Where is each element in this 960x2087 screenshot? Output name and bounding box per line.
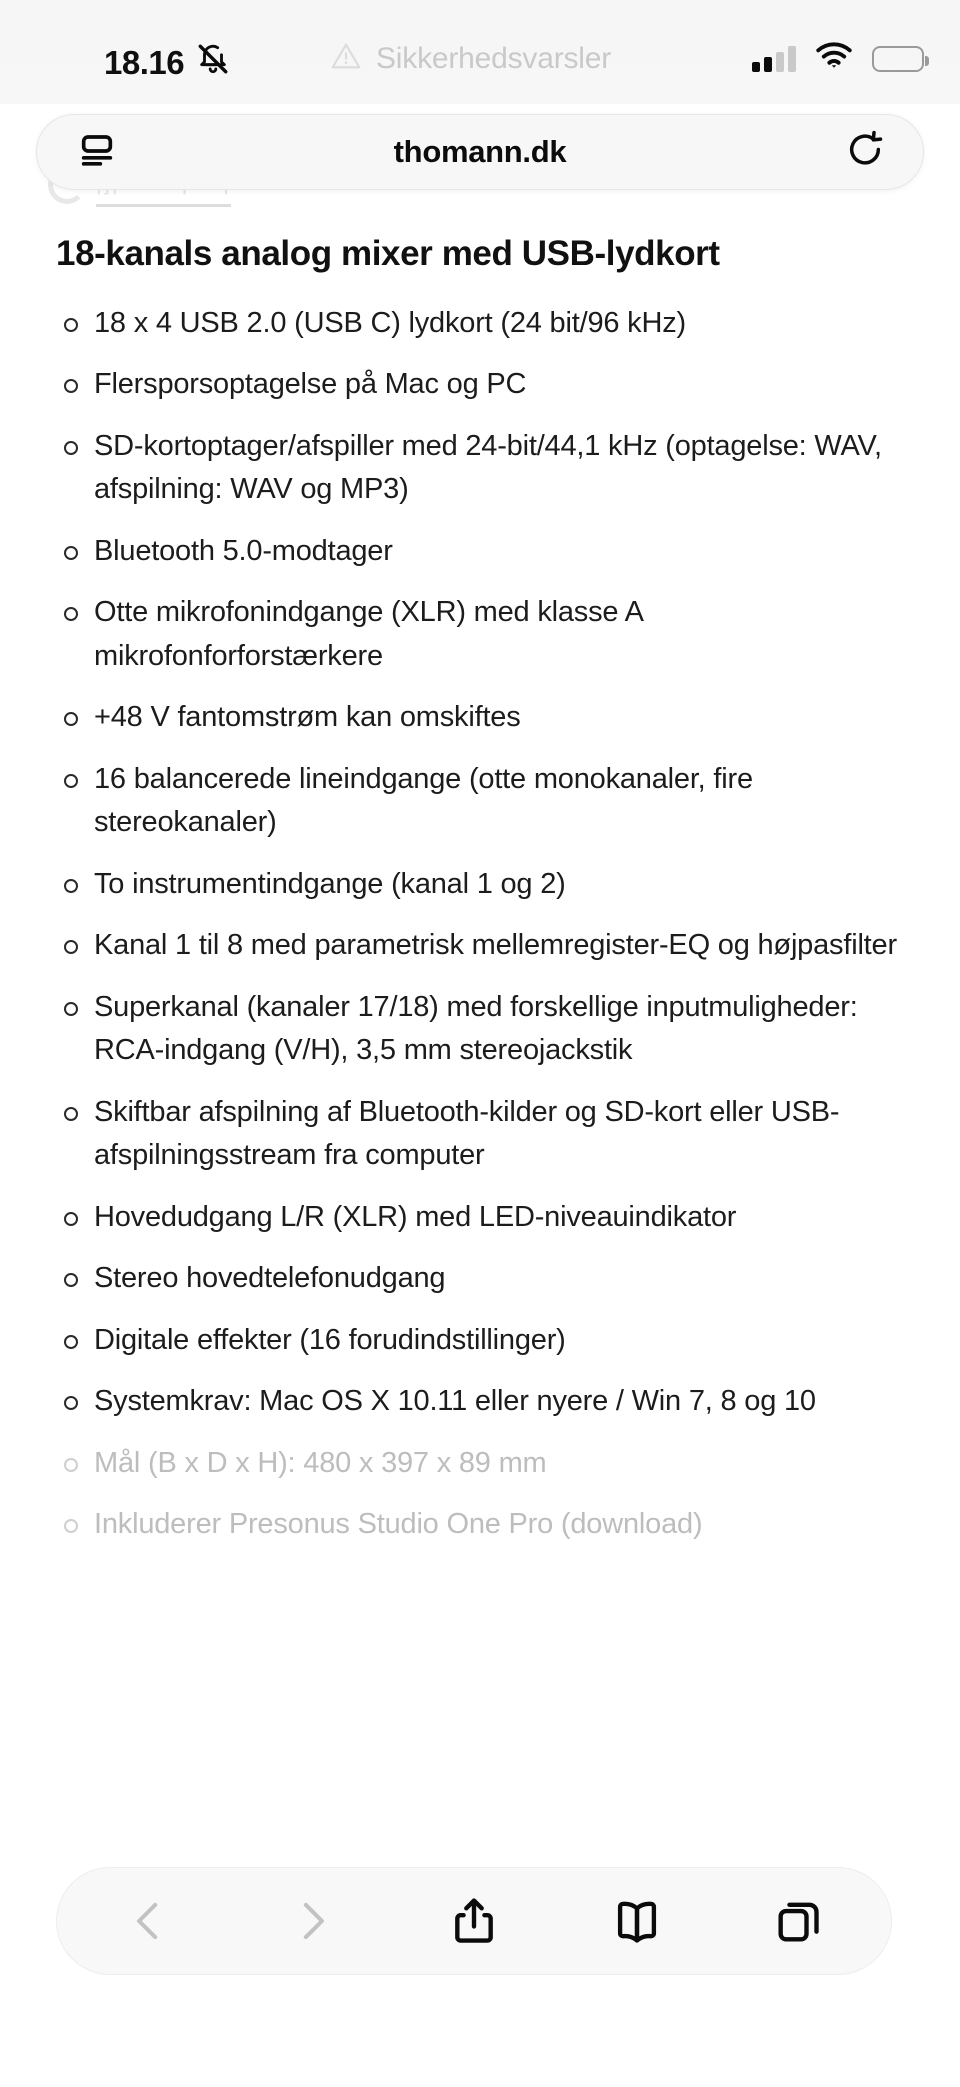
browser-bottom-toolbar (56, 1867, 892, 1975)
spec-list-item: Inkluderer Presonus Studio One Pro (download) (56, 1503, 904, 1547)
tabs-icon[interactable] (761, 1883, 837, 1959)
battery-icon (872, 46, 924, 72)
spec-list-item: 18 x 4 USB 2.0 (USB C) lydkort (24 bit/96 kHz) (56, 302, 904, 346)
wifi-icon (816, 42, 852, 75)
status-bar (0, 0, 960, 104)
spec-list-item: To instrumentindgange (kanal 1 og 2) (56, 863, 904, 907)
spec-list-item: +48 V fantomstrøm kan omskiftes (56, 696, 904, 740)
spec-list-item: 16 balancerede lineindgange (otte monokanaler, fire stereokanaler) (56, 758, 904, 845)
spec-list-item: Stereo hovedtelefonudgang (56, 1257, 904, 1301)
spec-list-item: Superkanal (kanaler 17/18) med forskellige inputmuligheder: RCA-indgang (V/H), 3,5 mm stereojackstik (56, 986, 904, 1073)
forward-button[interactable] (274, 1883, 350, 1959)
spec-list-item: Mål (B x D x H): 480 x 397 x 89 mm (56, 1442, 904, 1486)
url-domain-label[interactable]: thomann.dk (393, 134, 567, 169)
spec-list-item: Bluetooth 5.0-modtager (56, 530, 904, 574)
page-settings-aa-icon[interactable] (77, 130, 117, 175)
bell-slash-icon (196, 42, 230, 81)
security-alerts-indicator[interactable] (330, 40, 611, 77)
spec-list-item: SD-kortoptager/afspiller med 24-bit/44,1 kHz (optagelse: WAV, afspilning: WAV og MP3) (56, 425, 904, 512)
product-spec-list (56, 302, 904, 1547)
spec-list-item: Systemkrav: Mac OS X 10.11 eller nyere / Win 7, 8 og 10 (56, 1380, 904, 1424)
reload-icon[interactable] (845, 130, 885, 175)
spec-list-item: Skiftbar afspilning af Bluetooth-kilder og SD-kort eller USB-afspilningsstream fra computer (56, 1091, 904, 1178)
warning-triangle-icon (330, 40, 362, 77)
security-alerts-label: Sikkerhedsvarsler (376, 41, 612, 75)
bookmarks-book-icon[interactable] (599, 1883, 675, 1959)
spec-list-item: Hovedudgang L/R (XLR) med LED-niveauindikator (56, 1196, 904, 1240)
status-bar-indicators (752, 42, 924, 75)
browser-address-bar[interactable] (36, 114, 924, 190)
spec-list-item: Otte mikrofonindgange (XLR) med klasse A mikrofonforforstærkere (56, 591, 904, 678)
webpage-content (0, 196, 960, 2087)
cellular-signal-icon (752, 46, 796, 72)
spec-list-item: Flersporsoptagelse på Mac og PC (56, 363, 904, 407)
spec-list-item: Kanal 1 til 8 med parametrisk mellemregister-EQ og højpasfilter (56, 924, 904, 968)
status-bar-clock: 18.16 (104, 44, 185, 81)
back-button[interactable] (111, 1883, 187, 1959)
share-icon[interactable] (436, 1883, 512, 1959)
page-title: 18-kanals analog mixer med USB-lydkort (56, 234, 720, 273)
spec-list-item: Digitale effekter (16 forudindstillinger) (56, 1319, 904, 1363)
